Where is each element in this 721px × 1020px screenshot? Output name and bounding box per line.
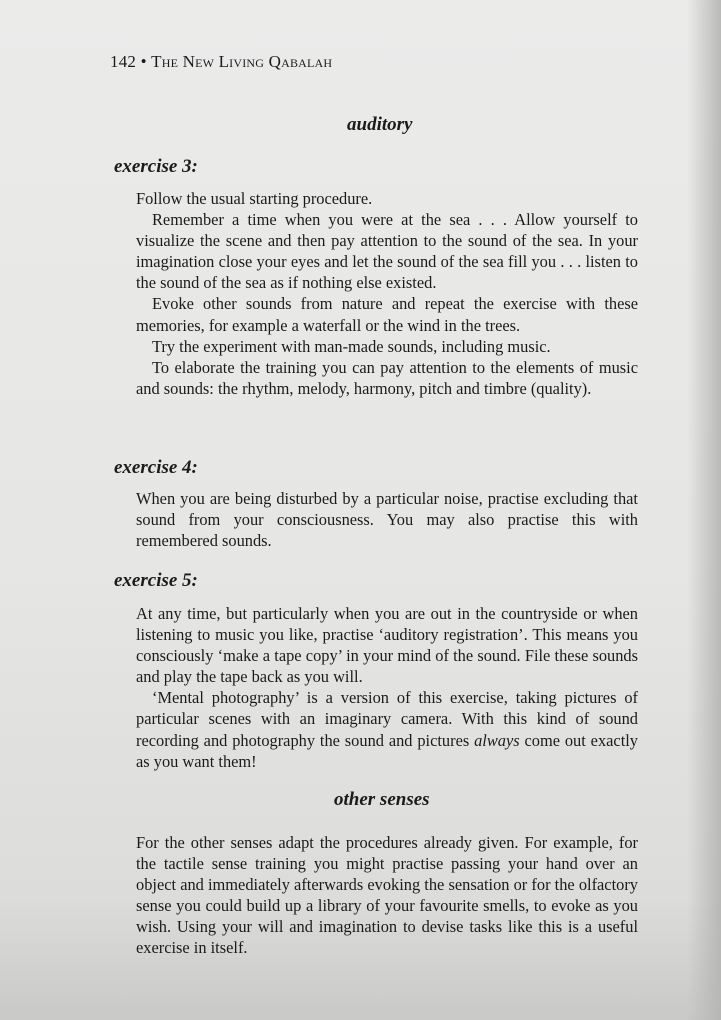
paragraph: At any time, but particularly when you are out in the countryside or when listening to music you like, practise ‘auditory registration’. This means you consciously ‘make a tape copy’ in your mind of the sound. File these sounds and play the tape back as you will. [136,604,638,687]
section-heading-other-senses: other senses [334,789,430,810]
exercise-3-body [136,188,638,399]
book-title: The New Living Qabalah [151,52,333,71]
emphasis: always [474,730,520,750]
header-bullet: • [140,52,147,71]
paragraph: To elaborate the training you can pay attention to the elements of music and sounds: the rhythm, melody, harmony, pitch and timbre (quality). [136,357,638,398]
running-header [110,52,332,72]
paragraph: For the other senses adapt the procedures already given. For example, for the tactile sense training you might practise passing your hand over an object and immediately afterwards evoking the sensation or for the olfactory sense you could build up a library of your favourite smells, to evoke as you wish. Using your will and imagination to devise tasks like this is a useful exercise in itself. [136,833,638,958]
other-senses-body [136,832,638,959]
exercise-3-heading: exercise 3: [114,156,198,177]
paragraph: Evoke other sounds from nature and repeat the exercise with these memories, for example a waterfall or the wind in the trees. [136,294,638,335]
paragraph: When you are being disturbed by a particular noise, practise excluding that sound from your consciousness. You may also practise this with remembered sounds. [136,489,638,551]
paragraph: Remember a time when you were at the sea . . . Allow yourself to visualize the scene and then pay attention to the sound of the sea. In your imagination close your eyes and let the sound of the sea fill you . . . listen to the sound of the sea as if nothing else existed. [136,210,638,293]
paragraph [136,687,638,771]
text-run: come out exactly as you want them! [136,730,638,771]
text-run: ‘Mental photography’ is a version of this exercise, taking pictures of particular scenes with an imaginary camera. With this kind of sound recording and photography the sound and pictures [136,688,638,750]
exercise-4-heading: exercise 4: [114,457,198,478]
exercise-5-heading: exercise 5: [114,570,198,591]
section-heading-auditory: auditory [347,114,413,135]
exercise-4-body [136,488,638,551]
exercise-5-body [136,603,638,772]
page-number: 142 [110,52,137,71]
paragraph: Follow the usual starting procedure. [136,189,373,208]
paragraph: Try the experiment with man-made sounds, including music. [152,336,551,356]
